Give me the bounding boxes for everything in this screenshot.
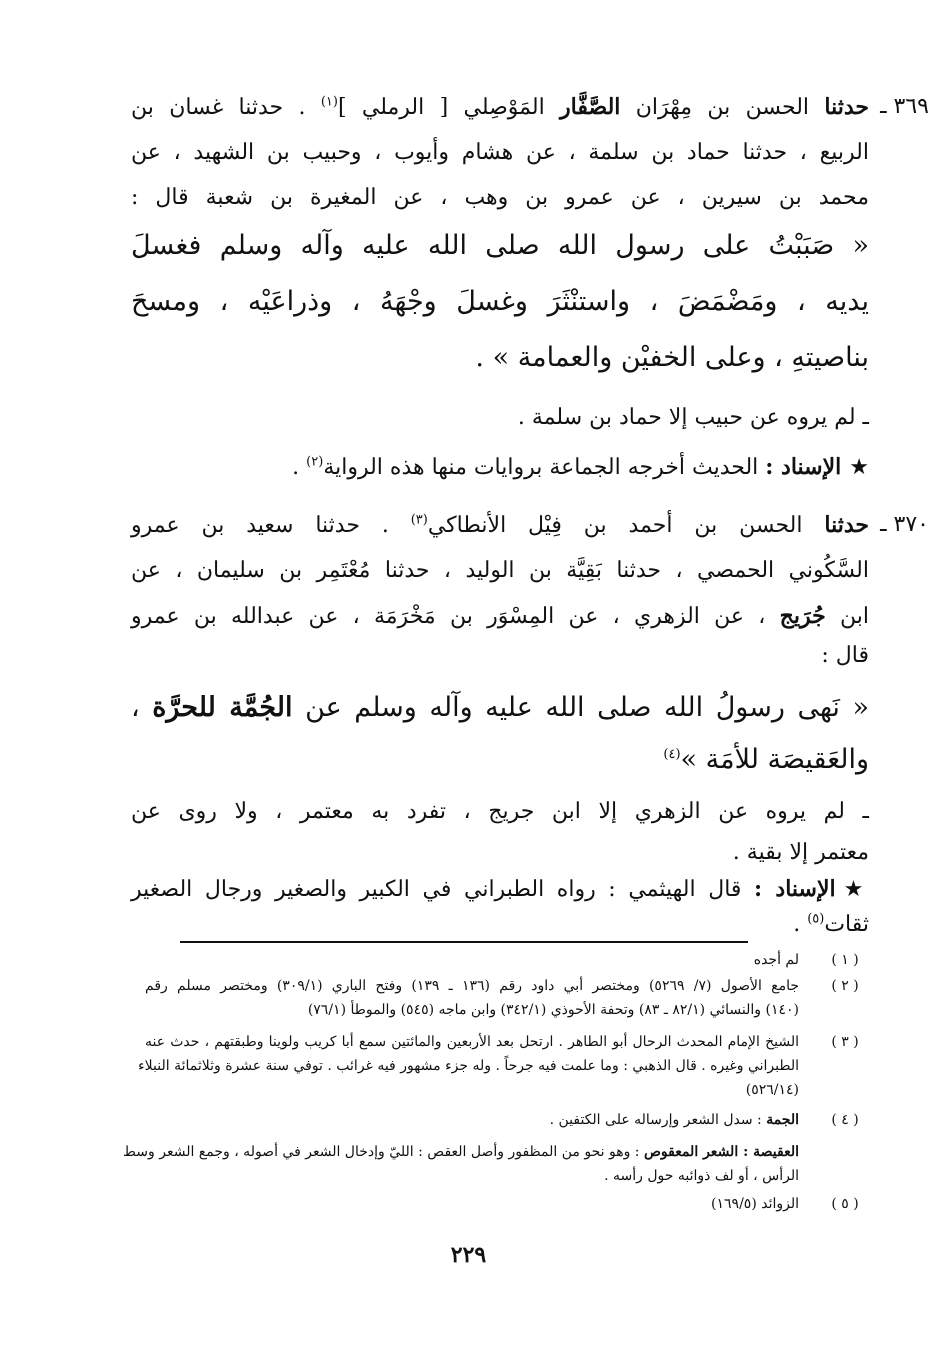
- hadith-369-text-line-2: يديه ، ومَضْمَضَ ، واستنْثَرَ وغسلَ وجْهَهُ ، وذراعَيْه ، ومسحَ: [131, 286, 869, 317]
- footnote-4-line-1: الجمة : سدل الشعر وإرساله على الكتفين .: [549, 1112, 799, 1128]
- hadith-369-text-line-1: « صَبَبْتُ على رسول الله صلى الله عليه وآله وسلم فغسلَ: [131, 230, 869, 261]
- entry-370-line-2: السَّكُوني الحمصي ، حدثنا بَقِيَّة بن الوليد ، حدثنا مُعْتَمِر بن سليمان ، عن: [131, 558, 869, 583]
- narrator-name-bold: الصَّفَّار: [560, 94, 621, 120]
- entry-369-remark: ـ لم يروه عن حبيب إلا حماد بن سلمة .: [517, 405, 869, 430]
- footnote-3-line-3: (٥٢٦/١٤): [745, 1082, 799, 1098]
- footnote-ref-5: (٥): [807, 911, 825, 927]
- footnote-mark-1: ( ١ ): [831, 952, 859, 968]
- star-icon: ★: [843, 877, 869, 902]
- hadith-369-text-line-3: بناصيتهِ ، وعلى الخفيْن والعمامة » .: [475, 342, 869, 373]
- haddathana-word: حدثنا: [824, 94, 869, 120]
- footnote-5-line-1: الزوائد (١٦٩/٥): [711, 1196, 799, 1212]
- entry-369-line-1: حدثنا الحسن بن مِهْرَان الصَّفَّار المَوْصِلي [ الرملي ]$^{(١)}$ . حدثنا غسان بن: [131, 94, 869, 120]
- star-icon: ★: [849, 455, 869, 480]
- entry-370-remark-line-1: ـ لم يروه عن الزهري إلا ابن جريج ، تفرد به معتمر ، ولا روى عن: [131, 799, 869, 824]
- footnote-divider: [180, 941, 748, 943]
- entry-370-line-1: حدثنا الحسن بن أحمد بن فِيْل الأنطاكي$^{(٣)}$ . حدثنا سعيد بن عمرو: [131, 512, 869, 538]
- entry-369-line-3: محمد بن سيرين ، عن عمرو بن وهب ، عن المغيرة بن شعبة قال :: [131, 185, 869, 210]
- footnote-2-line-2: (١٤٠) والنسائي (٨٢/١ ـ ٨٣) وتحفة الأحوذي (٣٤٢/١) وابن ماجه (٥٤٥) والموطأ (٧٦/١): [307, 1002, 799, 1018]
- isnad-label: الإسناد :: [765, 454, 842, 480]
- footnote-mark-3: ( ٣ ): [831, 1034, 859, 1050]
- entry-370-line-3: ابن جُرَيج ، عن الزهري ، عن المِسْوَر بن مَخْرَمَة ، عن عبدالله بن عمرو: [131, 603, 869, 629]
- footnote-3-line-2: الطبراني وغيره . قال الذهبي : وما علمت فيه جرحاً . وله جزء مشهور فيه غرائب . توفي سنة عشرة وثلاثمائة النبلاء: [138, 1058, 799, 1074]
- hadith-number-370: ٣٧٠ ـ: [880, 512, 929, 537]
- narrator-name-bold: جُرَيج: [779, 603, 826, 629]
- footnote-3-line-1: الشيخ الإمام المحدث الرحال أبو الطاهر . ارتحل بعد الأربعين والمائتين سمع أبا كريب ولوينا وطبقتهم ، حدث عنه: [145, 1034, 799, 1050]
- footnote-ref-1: (١): [320, 94, 338, 110]
- footnote-ref-3: (٣): [410, 512, 428, 528]
- footnote-1-line-1: لم أجده: [753, 952, 799, 968]
- footnote-4-line-2: العقيصة : الشعر المعقوص : وهو نحو من المظفور وأصل العقص : الليّ وإدخال الشعر في أصوله ، وجمع الشعر وسط: [123, 1144, 799, 1160]
- entry-370-isnad-line-2: ثقات$^{(٥)}$ .: [793, 911, 869, 937]
- footnote-mark-4: ( ٤ ): [831, 1112, 859, 1128]
- footnote-ref-4: (٤): [663, 747, 681, 762]
- hadith-370-text-line-2: والعَقيصَة للأمَة »$^{(٤)}$: [663, 744, 869, 775]
- footnote-ref-2: (٢): [306, 454, 324, 470]
- footnote-4-line-3: الرأس ، أو لف ذوائبه حول رأسه .: [604, 1168, 799, 1184]
- hadith-370-text-line-1: « نَهى رسولُ الله صلى الله عليه وآله وسلم عن الجُمَّة للحرَّة ،: [131, 692, 869, 723]
- hadith-key-term: الجُمَّة للحرَّة: [152, 692, 293, 723]
- entry-370-remark-line-2: معتمر إلا بقية .: [732, 840, 869, 865]
- entry-370-isnad: ★الإسناد : قال الهيثمي : رواه الطبراني في الكبير والصغير ورجال الصغير: [131, 876, 869, 902]
- entry-369-isnad: ★الإسناد : الحديث أخرجه الجماعة بروايات منها هذه الرواية$^{(٢)}$ .: [292, 454, 869, 480]
- footnote-mark-2: ( ٢ ): [831, 978, 859, 994]
- isnad-label: الإسناد :: [754, 876, 836, 902]
- page-number: ٢٢٩: [450, 1242, 487, 1268]
- footnote-mark-5: ( ٥ ): [831, 1196, 859, 1212]
- footnote-2-line-1: جامع الأصول (٧/ ٥٢٦٩) ومختصر أبي داود رقم (١٣٦ ـ ١٣٩) وفتح الباري (٣٠٩/١) ومختصر مسلم رقم: [145, 978, 799, 994]
- entry-369-line-2: الربيع ، حدثنا حماد بن سلمة ، عن هشام وأيوب ، وحبيب بن الشهيد ، عن: [131, 140, 869, 165]
- hadith-number-369: ٣٦٩ ـ: [880, 94, 929, 119]
- entry-370-line-4: قال :: [821, 643, 869, 668]
- haddathana-word: حدثنا: [824, 512, 869, 538]
